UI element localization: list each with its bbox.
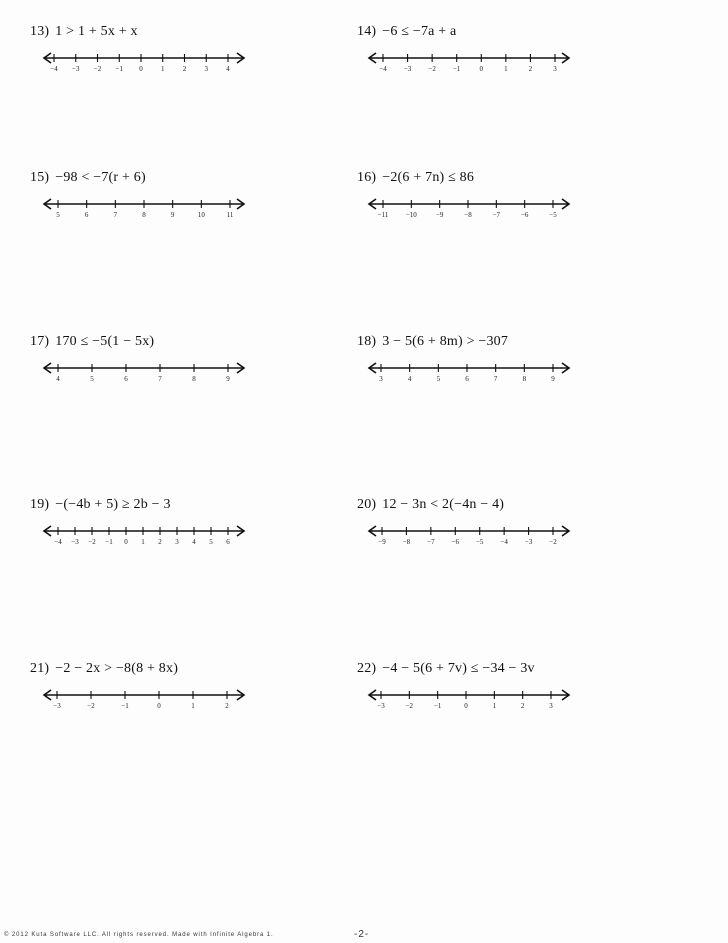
tick-label: 1 [504,65,508,73]
number-line [30,661,260,721]
tick-label: −7 [492,211,501,219]
inequality: −6 ≤ −7a + a [382,24,457,39]
tick-label: 2 [182,65,187,73]
tick-label: 3 [204,65,208,73]
problem-number: 18) [357,334,377,349]
tick-label: −1 [452,65,461,73]
tick-label: −2 [428,65,436,73]
tick-label: 2 [225,702,229,710]
inequality: −2(6 + 7n) ≤ 86 [382,170,475,185]
tick-label: −2 [93,65,102,73]
tick-label: 4 [407,375,412,383]
tick-label: −2 [405,702,414,710]
tick-label: 5 [56,211,60,219]
problem-13 [30,24,330,114]
tick-label: 1 [492,702,497,710]
tick-label: −4 [54,538,62,546]
problem-number: 19) [30,497,50,512]
problem-16 [357,170,657,260]
tick-label: 2 [158,538,162,546]
inequality: −2 − 2x > −8(8 + 8x) [55,661,179,676]
number-line [357,497,587,557]
tick-label: −9 [378,538,386,546]
tick-label: 5 [90,375,94,383]
problem-number: 22) [357,661,377,676]
tick-label: 6 [226,538,230,546]
tick-label: 6 [465,375,469,383]
tick-label: 4 [192,538,196,546]
tick-label: 1 [141,538,145,546]
tick-label: −4 [379,65,387,73]
problem-19 [30,497,330,587]
tick-label: 3 [175,538,179,546]
tick-label: 3 [379,375,383,383]
problem-15 [30,170,330,260]
tick-label: −3 [53,702,61,710]
problem-20 [357,497,657,587]
tick-label: 5 [436,375,441,383]
tick-label: 7 [158,375,162,383]
tick-label: −9 [435,211,444,219]
tick-label: −1 [115,65,123,73]
inequality: −98 < −7(r + 6) [55,170,146,185]
tick-label: 4 [56,375,60,383]
problem-14 [357,24,657,114]
tick-label: 1 [191,702,195,710]
inequality: −(−4b + 5) ≥ 2b − 3 [55,497,171,512]
inequality: 12 − 3n < 2(−4n − 4) [382,497,505,512]
number-line [357,334,587,394]
tick-label: 9 [170,211,175,219]
tick-label: −3 [71,538,79,546]
inequality: 3 − 5(6 + 8m) > −307 [382,334,509,349]
tick-label: −8 [402,538,411,546]
tick-label: 8 [522,375,527,383]
tick-label: 0 [157,702,161,710]
problem-number: 20) [357,497,377,512]
tick-label: −4 [500,538,508,546]
tick-label: −3 [72,65,80,73]
tick-label: −3 [403,65,412,73]
tick-label: 11 [226,211,234,219]
tick-label: 0 [479,65,484,73]
number-line [30,24,260,84]
tick-label: 1 [161,65,165,73]
tick-label: 7 [493,375,498,383]
tick-label: 4 [226,65,230,73]
tick-label: 0 [139,65,143,73]
number-line [357,24,587,84]
tick-label: 2 [528,65,533,73]
problem-18 [357,334,657,424]
tick-label: 9 [551,375,555,383]
problem-number: 17) [30,334,50,349]
tick-label: −8 [464,211,472,219]
tick-label: 0 [464,702,468,710]
number-line [30,334,260,394]
tick-label: −6 [520,211,529,219]
number-line [357,661,587,721]
tick-label: −1 [121,702,129,710]
tick-label: −1 [105,538,113,546]
tick-label: −11 [377,211,389,219]
tick-label: −2 [549,538,557,546]
inequality: 170 ≤ −5(1 − 5x) [55,334,155,349]
inequality: 1 > 1 + 5x + x [55,24,138,39]
number-line [30,170,260,230]
problem-17 [30,334,330,424]
number-line [357,170,587,230]
tick-label: −10 [405,211,417,219]
tick-label: 7 [113,211,118,219]
tick-label: 6 [124,375,128,383]
number-line [30,497,260,557]
tick-label: 0 [124,538,128,546]
problem-number: 15) [30,170,50,185]
tick-label: −3 [524,538,533,546]
tick-label: −2 [88,538,96,546]
page-number: -2- [354,929,370,940]
tick-label: 3 [553,65,557,73]
problem-22 [357,661,657,751]
tick-label: 8 [192,375,196,383]
tick-label: −7 [427,538,435,546]
tick-label: 9 [226,375,230,383]
tick-label: 3 [549,702,553,710]
tick-label: 10 [197,211,205,219]
tick-label: −4 [50,65,58,73]
tick-label: 6 [84,211,89,219]
inequality: −4 − 5(6 + 7v) ≤ −34 − 3v [382,661,535,676]
copyright-footer: © 2012 Kuta Software LLC. All rights reserved. Made with Infinite Algebra 1. [4,932,274,938]
problem-number: 13) [30,24,50,39]
tick-label: −3 [377,702,385,710]
tick-label: −6 [451,538,460,546]
problem-number: 21) [30,661,50,676]
tick-label: −5 [475,538,484,546]
problem-21 [30,661,330,751]
problem-number: 16) [357,170,377,185]
tick-label: −1 [433,702,442,710]
tick-label: 5 [209,538,213,546]
tick-label: −5 [549,211,557,219]
problem-number: 14) [357,24,377,39]
tick-label: 8 [142,211,146,219]
tick-label: −2 [87,702,95,710]
tick-label: 2 [520,702,525,710]
